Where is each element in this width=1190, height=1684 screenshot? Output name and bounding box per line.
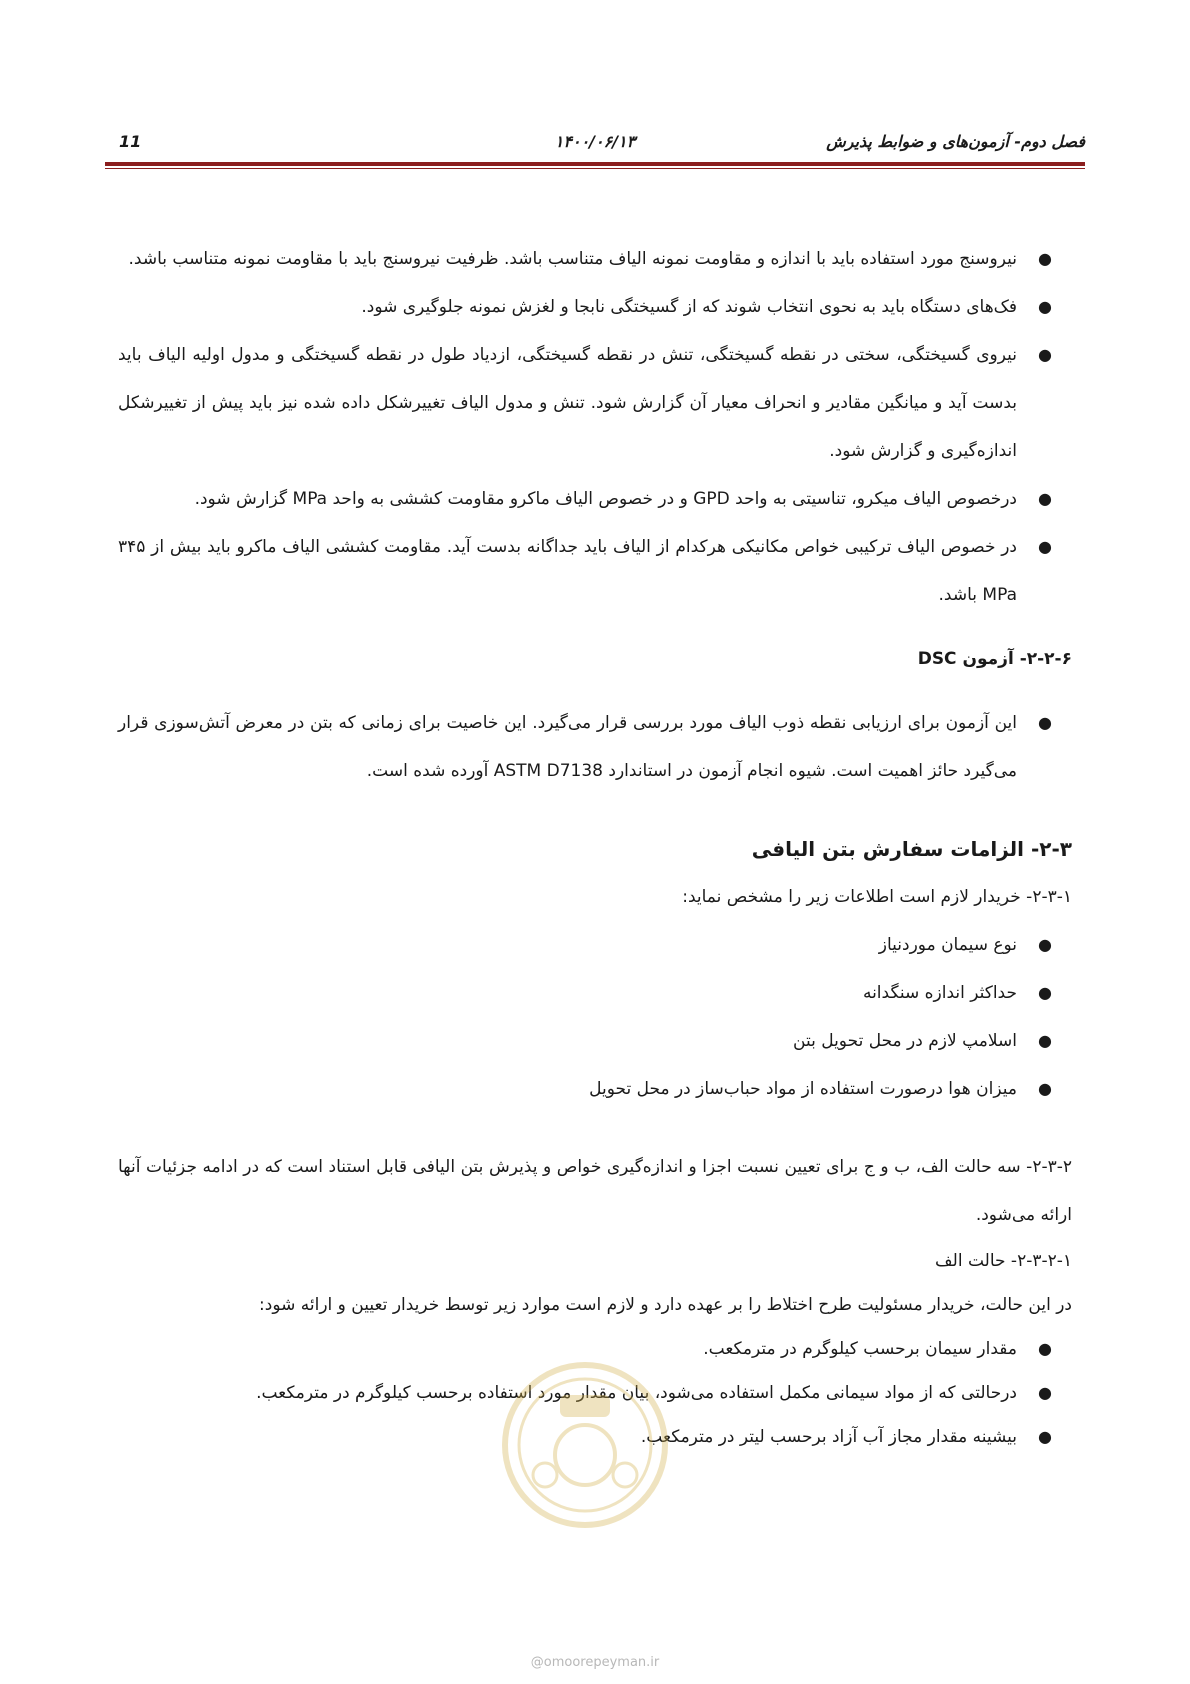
bullet-icon: ● [1038, 935, 1052, 954]
bullet-icon: ● [1038, 713, 1052, 732]
section1-bullets [118, 235, 1072, 619]
bullet-icon: ● [1038, 1339, 1052, 1358]
sub-heading: ۲-۳-۲-۱- حالت الف [935, 1251, 1072, 1271]
list-item: ● نیروسنج مورد استفاده باید با اندازه و مقاومت نمونه الیاف متناسب باشد. ظرفیت نیروسنج باید با مقاومت نمونه متناسب باشد. [118, 235, 1072, 283]
bullet-icon: ● [1038, 1031, 1052, 1050]
bullet-icon: ● [1038, 297, 1052, 316]
bullet-icon: ● [1038, 537, 1052, 556]
section-heading-ordering: ۲-۳- الزامات سفارش بتن الیافی [751, 837, 1072, 861]
bullet-icon: ● [1038, 983, 1052, 1002]
chapter-title: فصل دوم- آزمون‌های و ضوابط پذیرش [826, 132, 1085, 151]
list-item: ● حداکثر اندازه سنگدانه [118, 969, 1072, 1017]
header-date: ۱۴۰۰/۰۶/۱۳ [554, 132, 636, 151]
buyer-info-list [118, 921, 1072, 1113]
bullet-icon: ● [1038, 489, 1052, 508]
page-number: 11 [119, 132, 142, 151]
header-rule-thick [105, 162, 1085, 166]
bullet-icon: ● [1038, 1427, 1052, 1446]
list-item: ● مقدار سیمان برحسب کیلوگرم در مترمکعب. [118, 1327, 1072, 1371]
list-item: ● درخصوص الیاف میکرو، تناسیتی به واحد GPD و در خصوص الیاف ماکرو مقاومت کششی به واحد MPa گزارش شود. [118, 475, 1072, 523]
list-item: ● اسلامپ لازم در محل تحویل بتن [118, 1017, 1072, 1065]
bullet-icon: ● [1038, 345, 1052, 364]
section2-bullets [118, 699, 1072, 795]
list-item: ● فک‌های دستگاه باید به نحوی انتخاب شوند که از گسیختگی نابجا و لغزش نمونه جلوگیری شود. [118, 283, 1072, 331]
list-item: ● بیشینه مقدار مجاز آب آزاد برحسب لیتر در مترمکعب. [118, 1415, 1072, 1459]
list-item: ● درحالتی که از مواد سیمانی مکمل استفاده می‌شود، بیان مقدار مورد استفاده برحسب کیلوگرم در مترمکعب. [118, 1371, 1072, 1415]
list-item: ● نوع سیمان موردنیاز [118, 921, 1072, 969]
page-content [118, 235, 1072, 1459]
bullet-icon: ● [1038, 249, 1052, 268]
paragraph: در این حالت، خریدار مسئولیت طرح اختلاط را بر عهده دارد و لازم است موارد زیر توسط خریدار تعیین و ارائه شود: [259, 1295, 1072, 1315]
header-rule-thin [105, 168, 1085, 169]
page-header [105, 132, 1085, 156]
watermark-seal-icon [500, 1360, 670, 1530]
list-item: ● نیروی گسیختگی، سختی در نقطه گسیختگی، تنش در نقطه گسیختگی، ازدیاد طول در نقطه گسیختگی و مدول اولیه الیاف باید بدست آید و میانگین مقادیر و انحراف معیار آن گزارش شود. تنش و مدول الیاف تغییرشکل داده شده نیز باید پیش از تغییرشکل اندازه‌گیری و گزارش شود. [118, 331, 1072, 475]
list-item: ● این آزمون برای ارزیابی نقطه ذوب الیاف مورد بررسی قرار می‌گیرد. این خاصیت برای زمانی که بتن در معرض آتش‌سوزی قرار می‌گیرد حائز اهمیت است. شیوه انجام آزمون در استاندارد ASTM D7138 آورده شده است. [118, 699, 1072, 795]
section-heading-dsc: ۲-۲-۶- آزمون DSC [917, 649, 1072, 669]
bullet-icon: ● [1038, 1383, 1052, 1402]
list-item: ● میزان هوا درصورت استفاده از مواد حباب‌ساز در محل تحویل [118, 1065, 1072, 1113]
paragraph: ۲-۳-۱- خریدار لازم است اطلاعات زیر را مشخص نماید: [682, 887, 1072, 907]
bullet-icon: ● [1038, 1079, 1052, 1098]
paragraph: ۲-۳-۲- سه حالت الف، ب و ج برای تعیین نسبت اجزا و اندازه‌گیری خواص و پذیرش بتن الیافی قابل استناد است که در ادامه جزئیات آنها ارائه می‌شود. [118, 1157, 1072, 1225]
watermark-url: @omoorepeyman.ir [530, 1655, 660, 1670]
list-item: ● در خصوص الیاف ترکیبی خواص مکانیکی هرکدام از الیاف باید جداگانه بدست آید. مقاومت کششی الیاف ماکرو باید بیش از ۳۴۵ MPa باشد. [118, 523, 1072, 619]
